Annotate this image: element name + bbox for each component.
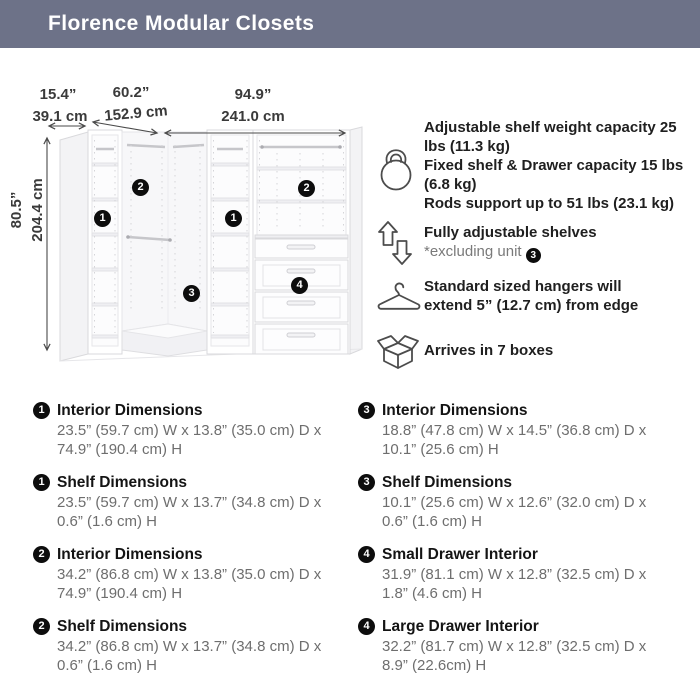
spec-item: 2 Interior Dimensions 34.2” (86.8 cm) W x 13.8” (35.0 cm) D x 74.9” (190.4 cm) H <box>33 544 363 603</box>
diagram-badge-1: 1 <box>94 210 111 227</box>
spec-item: 4 Large Drawer Interior 32.2” (81.7 cm) W x 12.8” (32.5 cm) D x 8.9” (22.6cm) H <box>358 616 688 675</box>
feature-list <box>376 118 698 371</box>
diagram-badge-1b: 1 <box>225 210 242 227</box>
right-side-panel <box>350 127 362 354</box>
dim-corner-cm: 152.9 cm <box>103 102 169 125</box>
spec-list-left <box>33 400 363 688</box>
spec-badge: 3 <box>358 474 375 491</box>
note-badge-3: 3 <box>526 248 541 263</box>
header-bar <box>0 0 700 48</box>
corner-section <box>122 132 207 356</box>
dim-right-cm: 241.0 cm <box>221 108 285 125</box>
feature-hangers: Standard sized hangers will extend 5” (12.7 cm) from edge <box>376 277 698 315</box>
diagram-badge-4: 4 <box>291 277 308 294</box>
kettlebell-icon <box>376 138 424 194</box>
spec-item: 2 Shelf Dimensions 34.2” (86.8 cm) W x 13.7” (34.8 cm) D x 0.6” (1.6 cm) H <box>33 616 363 675</box>
spec-badge: 1 <box>33 474 50 491</box>
spec-item: 1 Shelf Dimensions 23.5” (59.7 cm) W x 13.7” (34.8 cm) D x 0.6” (1.6 cm) H <box>33 472 363 531</box>
spec-item: 1 Interior Dimensions 23.5” (59.7 cm) W x 13.8” (35.0 cm) D x 74.9” (190.4 cm) H <box>33 400 363 459</box>
dim-corner-inches: 60.2” <box>112 84 150 101</box>
page-title: Florence Modular Closets <box>48 12 315 35</box>
dim-height <box>6 145 50 275</box>
dim-left-inches: 15.4” <box>39 86 77 103</box>
spec-list-right <box>358 400 688 688</box>
adjustable-shelves-icon <box>376 220 424 266</box>
spec-badge: 3 <box>358 402 375 419</box>
box-icon <box>376 329 424 371</box>
spec-badge: 4 <box>358 546 375 563</box>
spec-badge: 4 <box>358 618 375 635</box>
spec-item: 3 Interior Dimensions 18.8” (47.8 cm) W x 14.5” (36.8 cm) D x 10.1” (25.6 cm) H <box>358 400 688 459</box>
diagram-badge-2: 2 <box>132 179 149 196</box>
dim-height-inches: 80.5” <box>8 191 25 229</box>
dim-right-inches: 94.9” <box>234 86 272 103</box>
diagram-badge-3: 3 <box>183 285 200 302</box>
hanger-icon <box>376 281 424 311</box>
left-side-panel <box>60 132 88 361</box>
spec-badge: 2 <box>33 546 50 563</box>
spec-badge: 1 <box>33 402 50 419</box>
feature-adjustable-shelves: Fully adjustable shelves *excluding unit 3 <box>376 220 698 266</box>
dim-height-cm: 204.4 cm <box>29 178 46 242</box>
feature-note: *excluding unit 3 <box>424 242 597 263</box>
dim-left-cm: 39.1 cm <box>32 108 88 125</box>
feature-weight-capacity: Adjustable shelf weight capacity 25 lbs (11.3 kg) Fixed shelf & Drawer capacity 15 lbs (6.8 kg) Rods support up to 51 lbs (23.1 kg) <box>376 118 698 213</box>
diagram-badge-2b: 2 <box>298 180 315 197</box>
spec-item: 4 Small Drawer Interior 31.9” (81.1 cm) W x 12.8” (32.5 cm) D x 1.8” (4.6 cm) H <box>358 544 688 603</box>
shelf-tower-left <box>88 130 122 354</box>
spec-item: 3 Shelf Dimensions 10.1” (25.6 cm) W x 12.6” (32.0 cm) D x 0.6” (1.6 cm) H <box>358 472 688 531</box>
feature-boxes: Arrives in 7 boxes <box>376 329 698 371</box>
drawer-unit <box>253 130 350 354</box>
spec-badge: 2 <box>33 618 50 635</box>
